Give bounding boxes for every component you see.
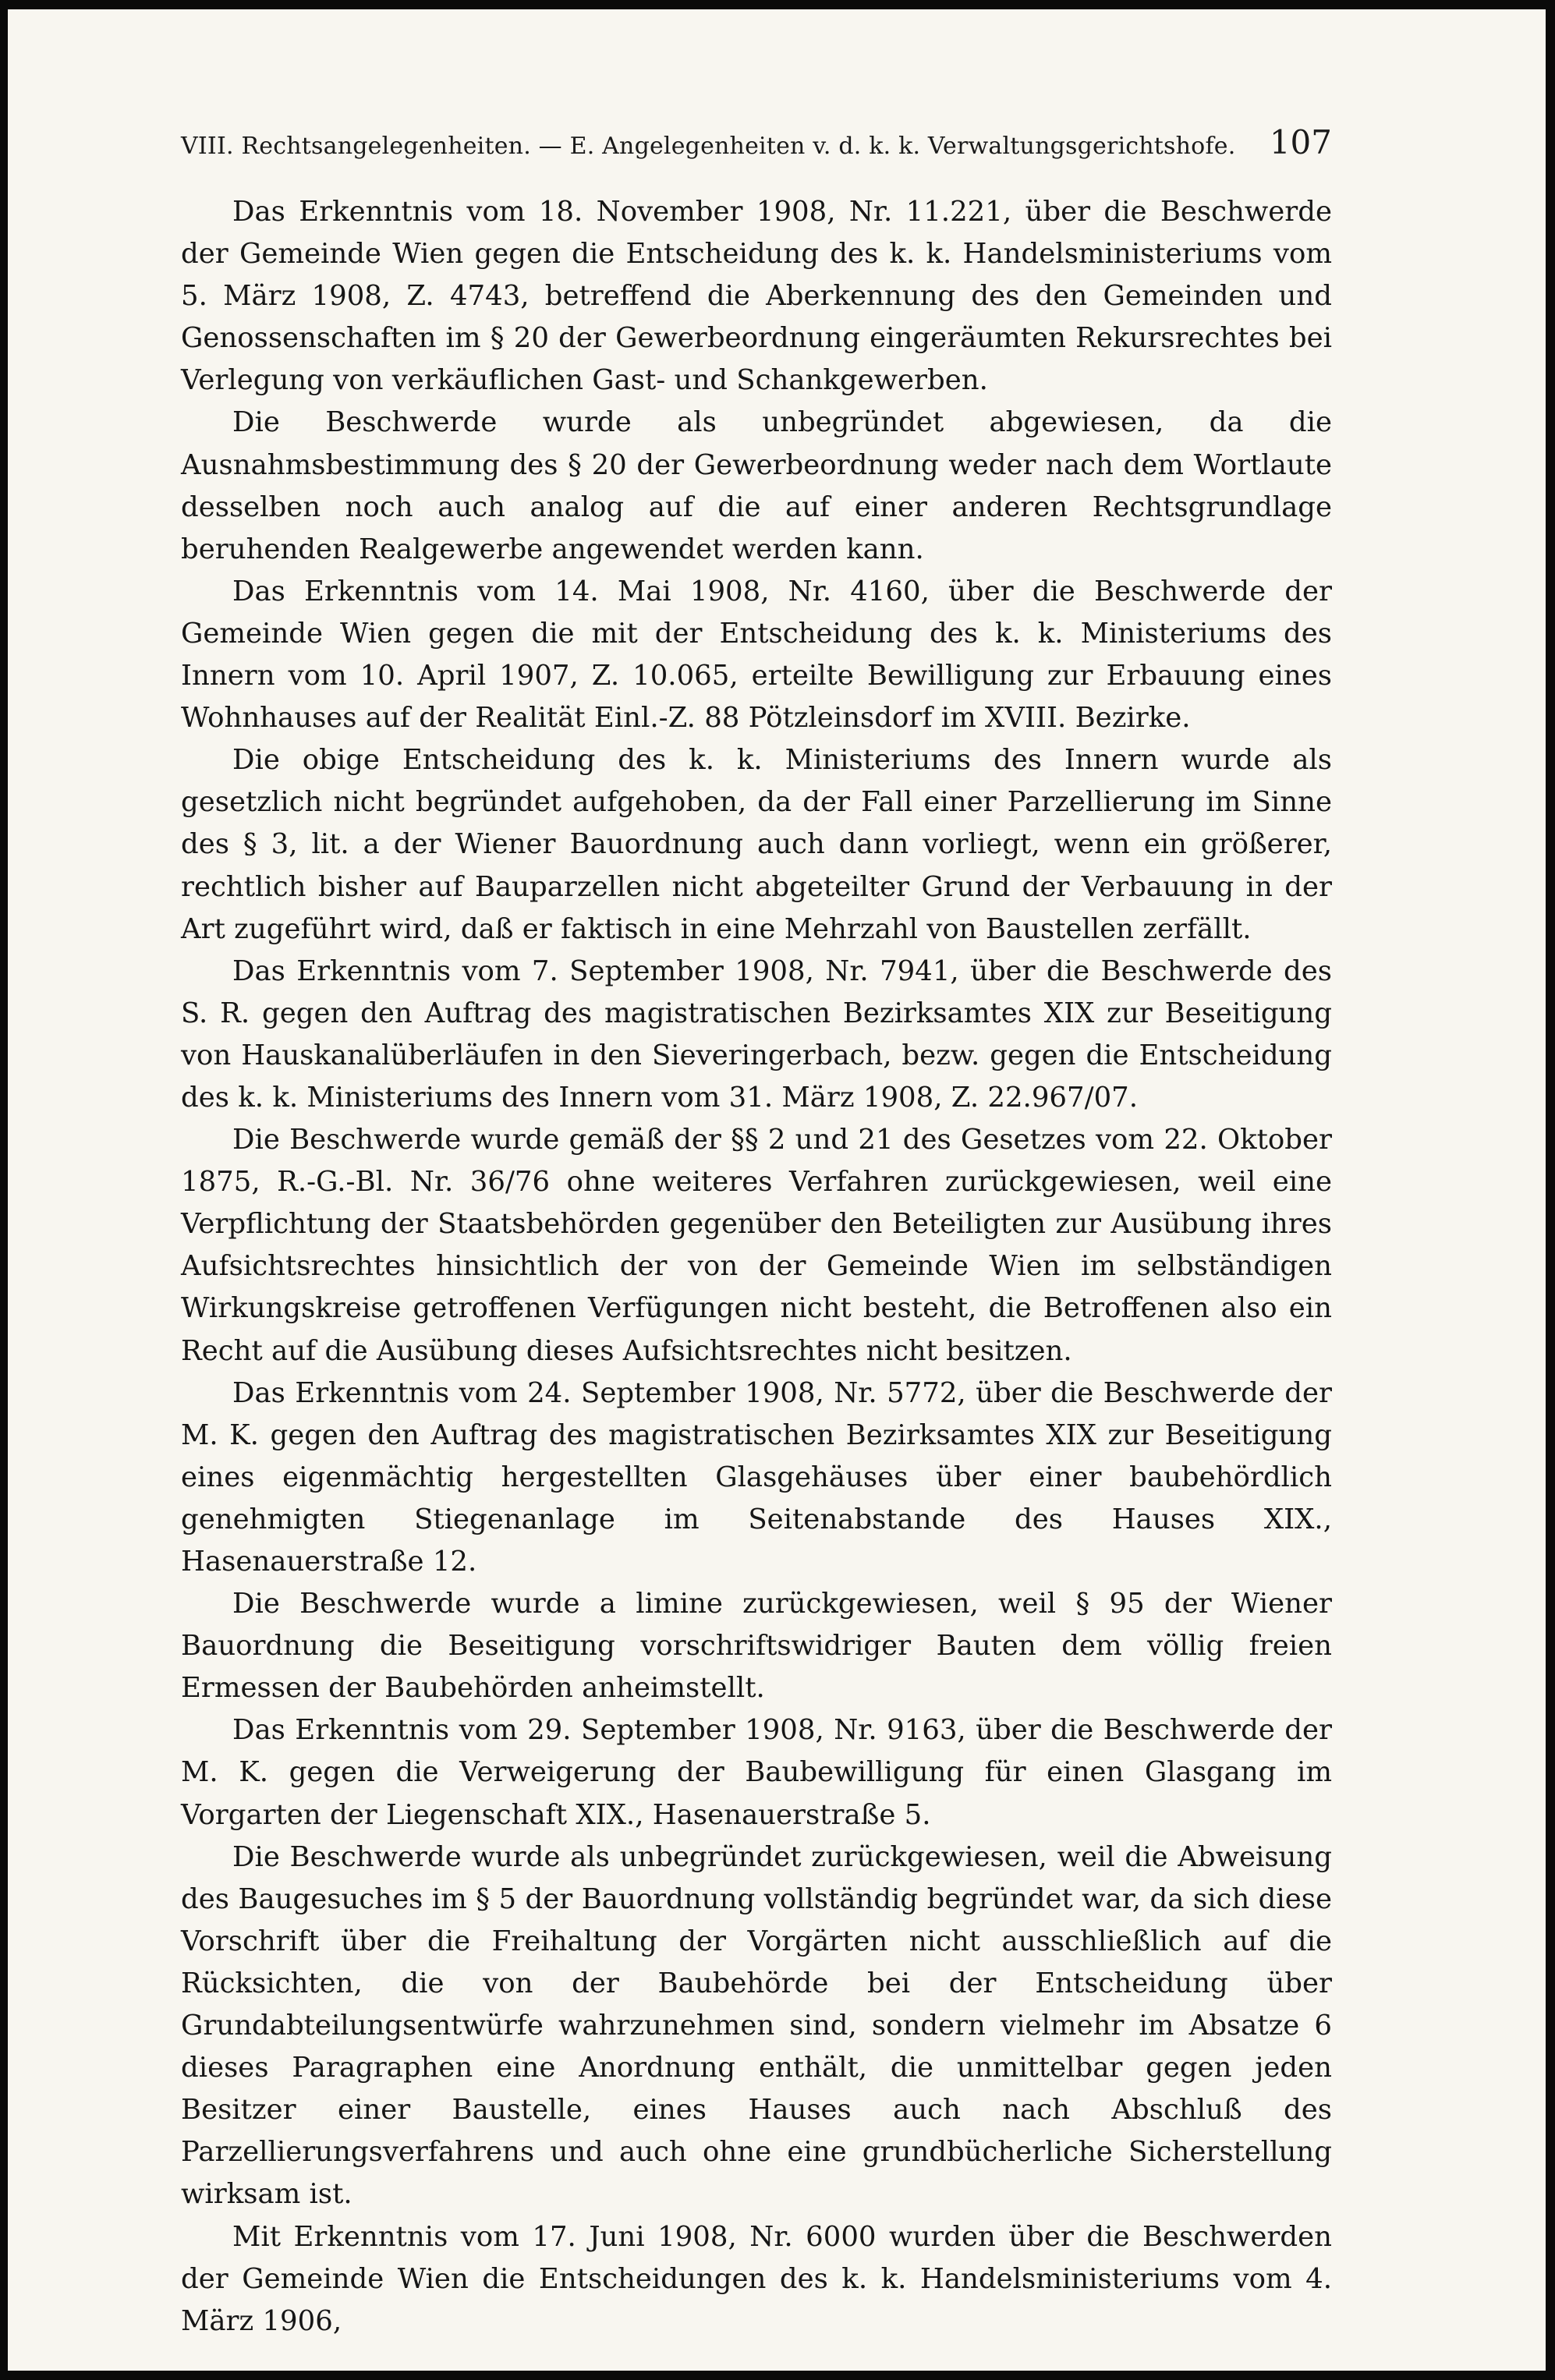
paragraph-decision-nov-1908: Das Erkenntnis vom 18. November 1908, Nr. 11.221, über die Beschwerde der Gemeinde Wien gegen die Entscheidung des k. k. Handelsministeriums vom 5. März 1908, Z. 4743, betreffend die Aberkennung des den Gemeinden und Genossenschaften im § 20 der Gewerbeordnung eingeräumten Rekursrechtes bei Verlegung von verkäuflichen Gast- und Schankgewerben. [181, 196, 1332, 397]
paragraph-ruling-4: Die Beschwerde wurde a limine zurückgewiesen, weil § 95 der Wiener Bauordnung die Beseitigung vorschriftswidriger Bauten dem völlig freien Ermessen der Baubehörden anheimstellt. [181, 1588, 1332, 1705]
running-title: VIII. Rechtsangelegenheiten. — E. Angelegenheiten v. d. k. k. Verwaltungsgerichtshofe. [181, 133, 1236, 160]
body-text [181, 191, 1332, 2343]
paragraph-ruling-5: Die Beschwerde wurde als unbegründet zurückgewiesen, weil die Abweisung des Baugesuches im § 5 der Bauordnung vollständig begründet war, da sich diese Vorschrift über die Freihaltung der Vorgärten nicht ausschließlich auf die Rücksichten, die von der Baubehörde bei der Entscheidung über Grundabteilungsentwürfe wahrzunehmen sind, sondern vielmehr im Absatze 6 dieses Paragraphen eine Anordnung enthält, die unmittelbar gegen jeden Besitzer einer Baustelle, eines Hauses auch nach Abschluß des Parzellierungsverfahrens und auch ohne eine grundbücherliche Sicherstellung wirksam ist. [181, 1840, 1332, 2211]
paragraph-decision-jun-1908: Mit Erkenntnis vom 17. Juni 1908, Nr. 6000 wurden über die Beschwerden der Gemeinde Wien die Entscheidungen des k. k. Handelsministeriums vom 4. März 1906, [181, 2220, 1332, 2337]
paragraph-ruling-3: Die Beschwerde wurde gemäß der §§ 2 und 21 des Gesetzes vom 22. Oktober 1875, R.-G.-Bl. Nr. 36/76 ohne weiteres Verfahren zurückgewiesen, weil eine Verpflichtung der Staatsbehörden gegenüber den Beteiligten zur Ausübung ihres Aufsichtsrechtes hinsichtlich der von der Gemeinde Wien im selbständigen Wirkungskreise getroffenen Verfügungen nicht besteht, die Betroffenen also ein Recht auf die Ausübung dieses Aufsichtsrechtes nicht besitzen. [181, 1124, 1332, 1367]
page-number: 107 [1269, 123, 1332, 161]
running-header [181, 123, 1332, 170]
paragraph-decision-sep-24-1908: Das Erkenntnis vom 24. September 1908, Nr. 5772, über die Beschwerde der M. K. gegen den Auftrag des magistratischen Bezirksamtes XIX zur Beseitigung eines eigenmächtig hergestellten Glasgehäuses über einer baubehördlich genehmigten Stiegenanlage im Seitenabstande des Hauses XIX., Hasenauerstraße 12. [181, 1376, 1332, 1578]
paragraph-ruling-2: Die obige Entscheidung des k. k. Ministeriums des Innern wurde als gesetzlich nicht begründet aufgehoben, da der Fall einer Parzellierung im Sinne des § 3, lit. a der Wiener Bauordnung auch dann vorliegt, wenn ein größerer, rechtlich bisher auf Bauparzellen nicht abgeteilter Grund der Verbauung in der Art zugeführt wird, daß er faktisch in eine Mehrzahl von Baustellen zerfällt. [181, 744, 1332, 945]
paragraph-ruling-1: Die Beschwerde wurde als unbegründet abgewiesen, da die Ausnahmsbestimmung des § 20 der Gewerbeordnung weder nach dem Wortlaute desselben noch auch analog auf die auf einer anderen Rechtsgrundlage beruhenden Realgewerbe angewendet werden kann. [181, 406, 1332, 565]
paragraph-decision-may-1908: Das Erkenntnis vom 14. Mai 1908, Nr. 4160, über die Beschwerde der Gemeinde Wien gegen die mit der Entscheidung des k. k. Ministeriums des Innern vom 10. April 1907, Z. 10.065, erteilte Bewilligung zur Erbauung eines Wohnhauses auf der Realität Einl.-Z. 88 Pötzleinsdorf im XVIII. Bezirke. [181, 575, 1332, 735]
paragraph-decision-sep-29-1908: Das Erkenntnis vom 29. September 1908, Nr. 9163, über die Beschwerde der M. K. gegen die Verweigerung der Baubewilligung für einen Glasgang im Vorgarten der Liegenschaft XIX., Hasenauerstraße 5. [181, 1714, 1332, 1831]
paragraph-decision-sep-7-1908: Das Erkenntnis vom 7. September 1908, Nr. 7941, über die Beschwerde des S. R. gegen den Auftrag des magistratischen Bezirksamtes XIX zur Beseitigung von Hauskanalüberläufen in den Sieveringerbach, bezw. gegen die Entscheidung des k. k. Ministeriums des Innern vom 31. März 1908, Z. 22.967/07. [181, 954, 1332, 1114]
